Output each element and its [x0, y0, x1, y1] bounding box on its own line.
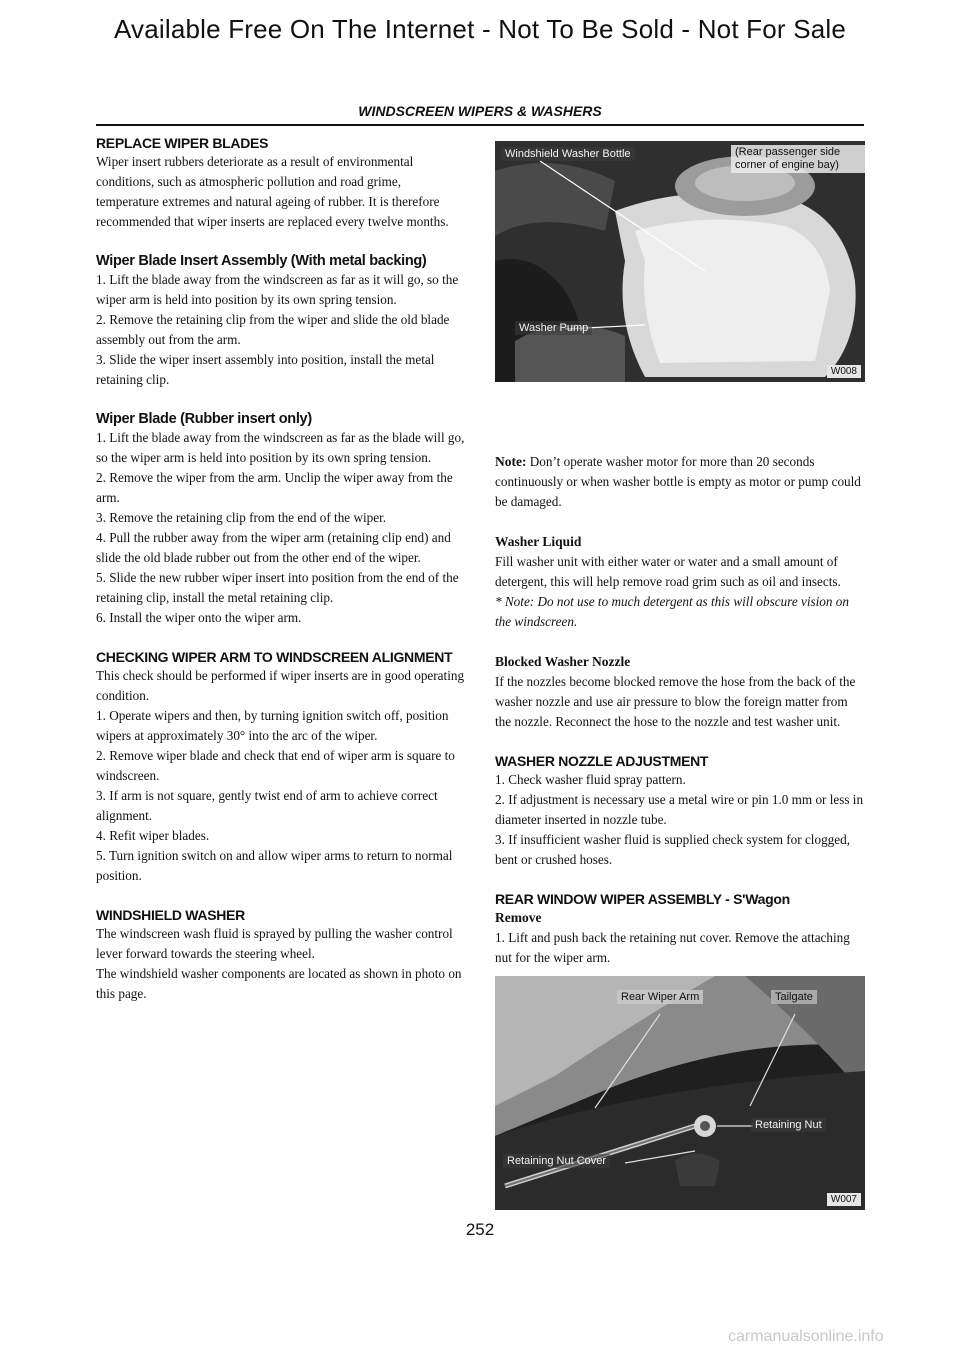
photo-tag-w008: W008 [827, 365, 861, 378]
liquid-note: * Note: Do not use to much detergent as this will obscure vision on the windscreen. [495, 594, 849, 629]
rear-wiper-photo [495, 976, 865, 1210]
adjust-heading: WASHER NOZZLE ADJUSTMENT [495, 753, 709, 769]
liquid-heading: Washer Liquid [495, 534, 582, 549]
label-rear-wiper-arm: Rear Wiper Arm [617, 990, 703, 1004]
remove-step: 1. Lift and push back the retaining nut cover. Remove the attaching nut for the wiper arm. [495, 930, 850, 965]
rubber-step: 2. Remove the wiper from the arm. Unclip the wiper away from the arm. [96, 470, 453, 505]
note-text: Don’t operate washer motor for more than 20 seconds continuously or when washer bottle is empty as motor or pump could be damaged. [495, 454, 861, 509]
adjust-step: 1. Check washer fluid spray pattern. [495, 772, 686, 787]
rubber-step: 1. Lift the blade away from the windscreen as far as the blade will go, so the wiper arm is held into position by its own spring tension. [96, 430, 465, 465]
washer-bottle-photo [495, 141, 865, 382]
banner-text: Available Free On The Internet - Not To Be Sold - Not For Sale [113, 14, 847, 44]
insert-heading: Wiper Blade Insert Assembly (With metal backing) [96, 253, 427, 269]
adjust-step: 2. If adjustment is necessary use a metal wire or pin 1.0 mm or less in diameter inserted in nozzle tube. [495, 792, 864, 827]
page-number: 252 [465, 1220, 495, 1239]
insert-step: 1. Lift the blade away from the windscreen as far as it will go, so the wiper arm is held into position by its own spring tension. [96, 272, 459, 307]
label-engine-bay-corner: (Rear passenger side corner of engine bay) [731, 145, 865, 173]
blocked-heading: Blocked Washer Nozzle [495, 654, 631, 669]
washer-text: The windshield washer components are located as shown in photo on this page. [96, 966, 462, 1001]
rear-wiper-heading: REAR WINDOW WIPER ASSEMBLY - S'Wagon [495, 891, 790, 907]
adjust-step: 3. If insufficient washer fluid is supplied check system for clogged, bent or crushed hoses. [495, 832, 850, 867]
checking-step: 1. Operate wipers and then, by turning ignition switch off, position wipers at approximately 30° into the arc of the wiper. [96, 708, 449, 743]
insert-step: 2. Remove the retaining clip from the wiper and slide the old blade assembly out from the arm. [96, 312, 450, 347]
rubber-step: 6. Install the wiper onto the wiper arm. [96, 610, 302, 625]
label-retaining-nut-cover: Retaining Nut Cover [503, 1154, 610, 1168]
rear-wiper-illustration [495, 976, 865, 1210]
rubber-step: 3. Remove the retaining clip from the end of the wiper. [96, 510, 387, 525]
replace-heading: REPLACE WIPER BLADES [96, 135, 269, 151]
washer-text: The windscreen wash fluid is sprayed by pulling the washer control lever forward towards the steering wheel. [96, 926, 453, 961]
rubber-heading: Wiper Blade (Rubber insert only) [96, 411, 312, 427]
checking-step: 5. Turn ignition switch on and allow wiper arms to return to normal position. [96, 848, 453, 883]
note-label: Note: [495, 454, 527, 469]
insert-step: 3. Slide the wiper insert assembly into position, install the metal retaining clip. [96, 352, 435, 387]
rubber-step: 5. Slide the new rubber wiper insert into position from the end of the retaining clip, install the metal retaining clip. [96, 570, 459, 605]
washer-heading: WINDSHIELD WASHER [96, 907, 245, 923]
label-washer-pump: Washer Pump [515, 321, 592, 335]
rubber-step: 4. Pull the rubber away from the wiper arm (retaining clip end) and slide the old blade rubber out from the other end of the wiper. [96, 530, 451, 565]
washer-bottle-illustration [495, 141, 865, 382]
photo-tag-w007: W007 [827, 1193, 861, 1206]
checking-heading: CHECKING WIPER ARM TO WINDSCREEN ALIGNMENT [96, 649, 453, 665]
blocked-text: If the nozzles become blocked remove the hose from the back of the washer nozzle and use air pressure to blow the foreign matter from the nozzle. Reconnect the hose to the nozzle and test washer unit. [495, 674, 856, 729]
checking-step: 2. Remove wiper blade and check that end of wiper arm is square to windscreen. [96, 748, 455, 783]
checking-intro: This check should be performed if wiper inserts are in good operating condition. [96, 668, 465, 703]
label-washer-bottle: Windshield Washer Bottle [501, 147, 635, 161]
replace-text: Wiper insert rubbers deteriorate as a result of environmental conditions, such as atmospheric pollution and road grime, temperature extremes and natural ageing of rubber. It is therefore recommended that wiper inserts are replaced every twelve months. [96, 154, 449, 229]
checking-step: 4. Refit wiper blades. [96, 828, 210, 843]
label-retaining-nut: Retaining Nut [751, 1118, 826, 1132]
remove-heading: Remove [495, 910, 542, 925]
header-rule [96, 124, 864, 126]
watermark-text[interactable]: carmanualsonline.info [728, 1328, 884, 1345]
checking-step: 3. If arm is not square, gently twist end of arm to achieve correct alignment. [96, 788, 438, 823]
left-column [96, 134, 466, 1004]
note-paragraph [495, 452, 865, 512]
liquid-text: Fill washer unit with either water or water and a small amount of detergent, this will help remove road grim such as oil and insects. [495, 554, 841, 589]
label-tailgate: Tailgate [771, 990, 817, 1004]
right-column [495, 452, 865, 968]
section-title: WINDSCREEN WIPERS & WASHERS [358, 103, 602, 119]
